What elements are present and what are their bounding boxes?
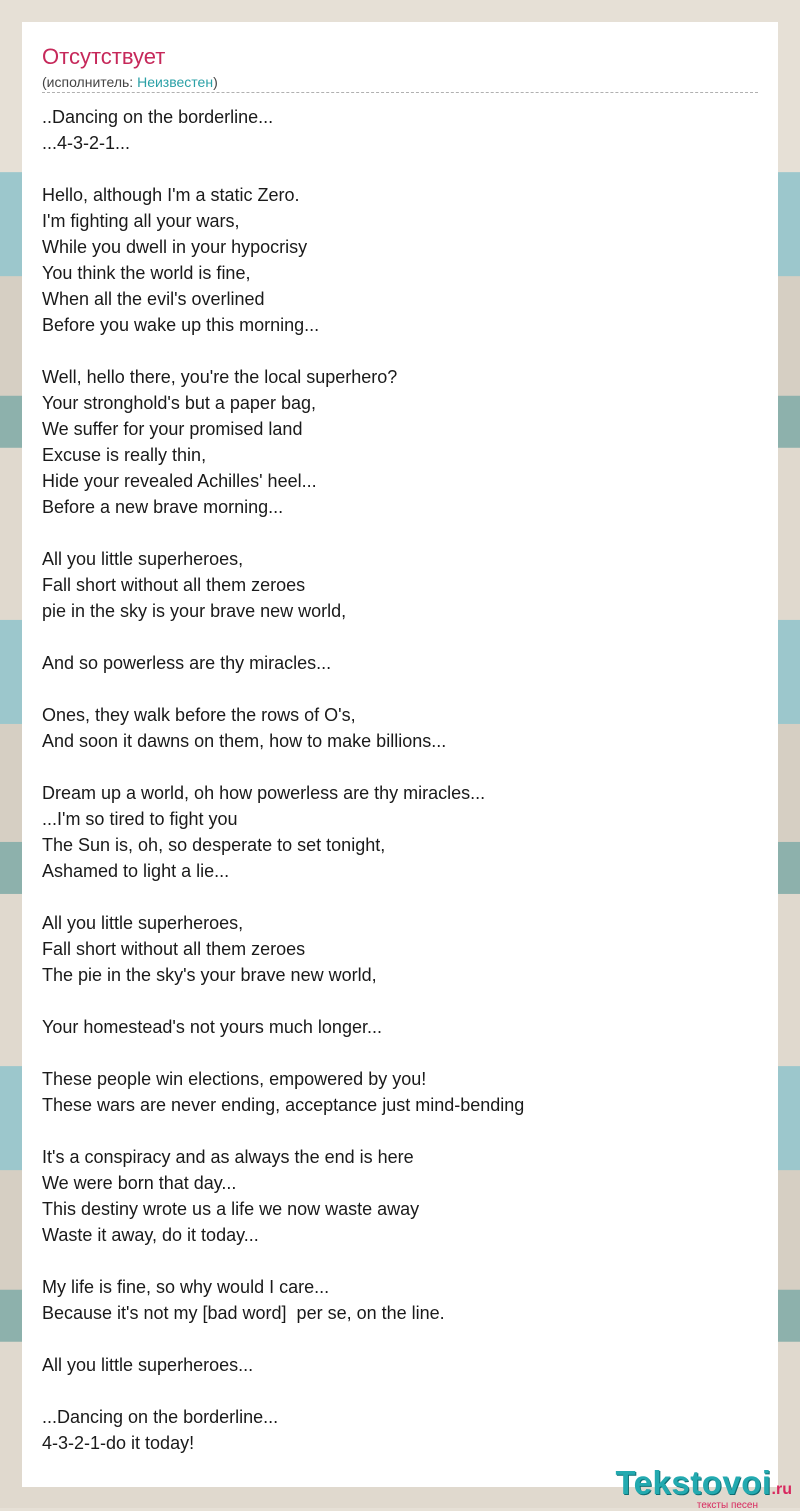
site-logo[interactable] [615, 1464, 792, 1511]
artist-line [42, 74, 218, 90]
song-title: Отсутствует [42, 44, 166, 69]
divider [42, 92, 758, 93]
logo-tld: .ru [771, 1481, 792, 1498]
logo-tagline: тексты песен [696, 1500, 758, 1511]
artist-suffix: ) [213, 74, 218, 90]
artist-prefix: (исполнитель: [42, 74, 138, 90]
lyrics-text: ..Dancing on the borderline... ...4-3-2-1... Hello, although I'm a static Zero. I'm fighting all your wars, While you dwell in your hypocrisy You think the world is fine, When all the evil's overlined Before you wake up this morning... Well, hello there, you're the local superhero? Your stronghold's but a paper bag, We suffer for your promised land Excuse is really thin, Hide your revealed Achilles' heel... Before a new brave morning... All you little superheroes, Fall short without all them zeroes pie in the sky is your brave new world, And so powerless are thy miracles... Ones, they walk before the rows of O's, And soon it dawns on them, how to make billions... Dream up a world, oh how powerless are thy miracles... ...I'm so tired to fight you The Sun is, oh, so desperate to set tonight, Ashamed to light a lie... All you little superheroes, Fall short without all them zeroes The pie in the sky's your brave new world, Your homestead's not yours much longer... These people win elections, empowered by you! These wars are never ending, acceptance just mind-bending It's a conspiracy and as always the end is here We were born that day... This destiny wrote us a life we now waste away Waste it away, do it today... My life is fine, so why would I care... Because it's not my [bad word] per se, on the line. All you little superheroes... ...Dancing on the borderline... 4-3-2-1-do it today! [42, 107, 525, 1453]
lyrics-card [22, 22, 778, 1487]
logo-main-text: Tekstovoi [615, 1464, 772, 1501]
artist-link[interactable]: Неизвестен [137, 74, 214, 90]
